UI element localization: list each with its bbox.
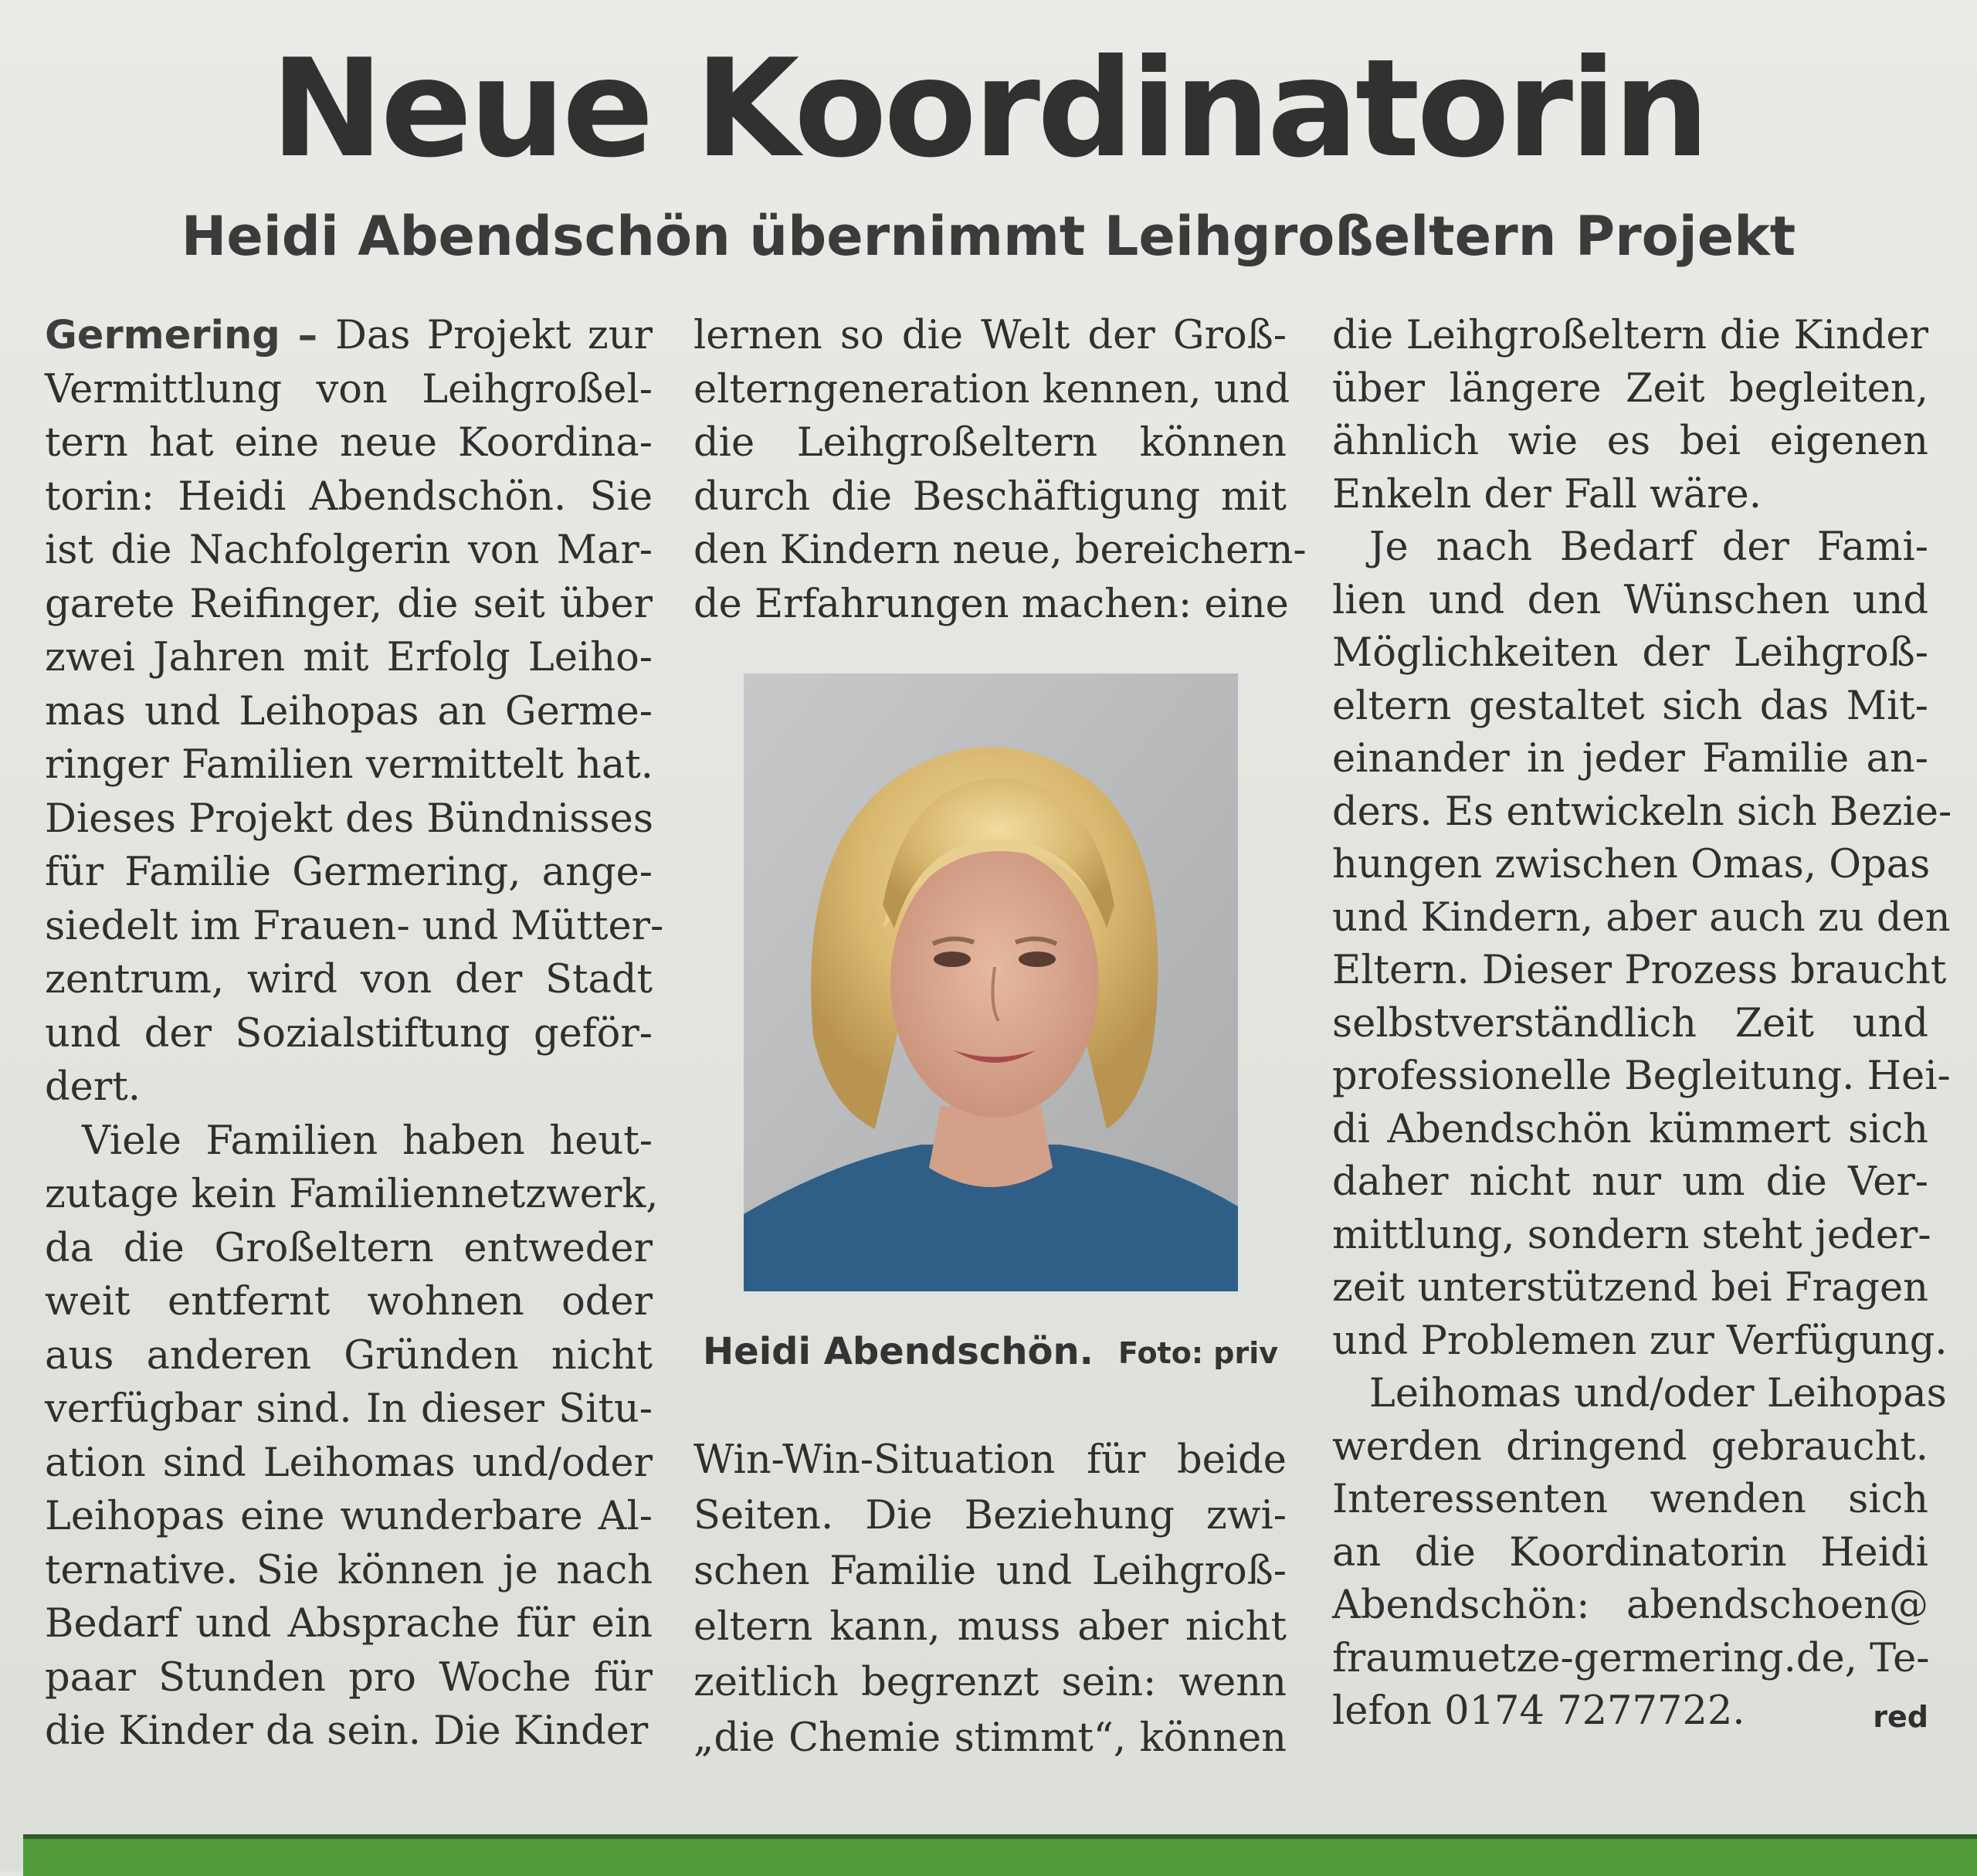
text-line: eltern kann, muss aber nicht	[693, 1604, 1287, 1650]
author-signature: red	[1873, 1700, 1928, 1734]
text-line: ist die Nachfolgerin von Mar-	[45, 528, 653, 573]
text-line: ternative. Sie können je nach	[45, 1547, 653, 1593]
text-line: Seiten. Die Beziehung zwi-	[693, 1493, 1287, 1538]
text-line: zutage kein Familiennetzwerk,	[45, 1172, 659, 1217]
text-line: da die Großeltern entweder	[45, 1225, 653, 1271]
dateline: Germering –	[45, 313, 336, 358]
text-line: hungen zwischen Omas, Opas	[1332, 842, 1931, 887]
text-line: Germering – Das Projekt zur	[45, 313, 653, 358]
text-line: und Problemen zur Verfügung.	[1332, 1318, 1948, 1364]
text-line: Viele Familien haben heut-	[82, 1118, 653, 1164]
text-line: schen Familie und Leihgroß-	[693, 1549, 1287, 1594]
text-line: ringer Familien vermittelt hat.	[45, 742, 654, 788]
text-line: garete Reifinger, die seit über	[45, 581, 653, 627]
text-line: de Erfahrungen machen: eine	[693, 581, 1289, 627]
text-line: Eltern. Dieser Prozess braucht	[1332, 948, 1947, 993]
caption-name: Heidi Abendschön.	[703, 1330, 1094, 1373]
text-line: paar Stunden pro Woche für	[45, 1654, 653, 1701]
text-line: werden dringend gebraucht.	[1332, 1423, 1928, 1470]
text-line: ation sind Leihomas und/oder	[45, 1440, 653, 1486]
text-line: tern hat eine neue Koordina-	[45, 420, 653, 466]
text-line: selbstverständlich Zeit und	[1332, 1000, 1928, 1047]
text-line: Abendschön: abendschoen@	[1332, 1583, 1928, 1628]
text-line: lien und den Wünschen und	[1332, 577, 1928, 623]
text-line: Je nach Bedarf der Fami-	[1369, 524, 1928, 570]
text-line: Win-Win-Situation für beide	[693, 1437, 1287, 1483]
text-line: über längere Zeit begleiten,	[1332, 365, 1928, 412]
text-line: zeit unterstützend bei Fragen	[1332, 1265, 1928, 1311]
text-line: mittlung, sondern steht jeder-	[1332, 1212, 1931, 1258]
advertisement-banner-edge	[23, 1834, 1977, 1876]
text-line: Leihomas und/oder Leihopas	[1369, 1371, 1947, 1416]
text-line: Interessenten wenden sich	[1332, 1477, 1928, 1522]
text-line: und Kindern, aber auch zu den	[1332, 894, 1951, 941]
text-line: Bedarf und Absprache für ein	[45, 1601, 653, 1647]
text-line: die Kinder da sein. Die Kinder	[45, 1708, 649, 1754]
text-line: ähnlich wie es bei eigenen	[1332, 419, 1928, 464]
text-line: professionelle Begleitung. Hei-	[1332, 1053, 1951, 1099]
text-line: lefon 0174 7277722. red	[1332, 1684, 1928, 1738]
text-line: verfügbar sind. In dieser Situ-	[45, 1386, 653, 1432]
text-line: weit entfernt wohnen oder	[45, 1279, 653, 1325]
text-line: den Kindern neue, bereichern-	[693, 528, 1307, 573]
text-line: dert.	[45, 1064, 141, 1110]
text-line: Vermittlung von Leihgroßel-	[45, 366, 653, 412]
text-line: siedelt im Frauen- und Mütter-	[45, 903, 664, 949]
text-line: an die Koordinatorin Heidi	[1332, 1529, 1928, 1576]
text-line: die Leihgroßeltern die Kinder	[1332, 313, 1928, 358]
photo-credit: Foto: priv	[1118, 1336, 1278, 1370]
text-line: „die Chemie stimmt“, können	[693, 1715, 1287, 1761]
text-line: aus anderen Gründen nicht	[45, 1332, 653, 1379]
text-line: einander in jeder Familie an-	[1332, 736, 1928, 782]
text-line: torin: Heidi Abendschön. Sie	[45, 473, 653, 520]
text-line: fraumuetze-germering.de, Te-	[1332, 1635, 1930, 1681]
photo-caption	[703, 1325, 1278, 1379]
bleed-through-text	[1807, 46, 1977, 301]
article-column-1	[45, 309, 664, 1759]
portrait-photo	[744, 673, 1238, 1291]
text-line: Leihopas eine wunderbare Al-	[45, 1494, 653, 1539]
subheadline: Heidi Abendschön übernimmt Leihgroßeltern Projekt	[181, 205, 1796, 268]
text-line: elterngeneration kennen, und	[693, 366, 1290, 412]
text-line: lernen so die Welt der Groß-	[693, 313, 1287, 358]
text-line: daher nicht nur um die Ver-	[1332, 1159, 1928, 1205]
text-line: für Familie Germering, ange-	[45, 850, 653, 895]
text-line: Enkeln der Fall wäre.	[1332, 471, 1762, 517]
text-line: durch die Beschäftigung mit	[693, 473, 1287, 520]
article-column-2-top	[693, 309, 1307, 631]
text-line: zwei Jahren mit Erfolg Leiho-	[45, 635, 653, 680]
article-column-2-bottom	[693, 1433, 1287, 1766]
text-line: mas und Leihopas an Germe-	[45, 688, 653, 734]
article-column-3	[1332, 309, 1952, 1738]
text-line: eltern gestaltet sich das Mit-	[1332, 683, 1928, 729]
text-line: und der Sozialstiftung geför-	[45, 1010, 653, 1057]
portrait-illustration	[744, 673, 1238, 1291]
text-line: ders. Es entwickeln sich Bezie-	[1332, 789, 1952, 835]
text-line: zentrum, wird von der Stadt	[45, 957, 653, 1002]
text-line: Dieses Projekt des Bündnisses	[45, 796, 654, 842]
headline: Neue Koordinatorin	[270, 31, 1707, 188]
text-line: di Abendschön kümmert sich	[1332, 1106, 1928, 1152]
text-line: zeitlich begrenzt sein: wenn	[693, 1660, 1287, 1705]
text-line: Möglichkeiten der Leihgroß-	[1332, 630, 1928, 676]
text-line: die Leihgroßeltern können	[693, 420, 1287, 466]
